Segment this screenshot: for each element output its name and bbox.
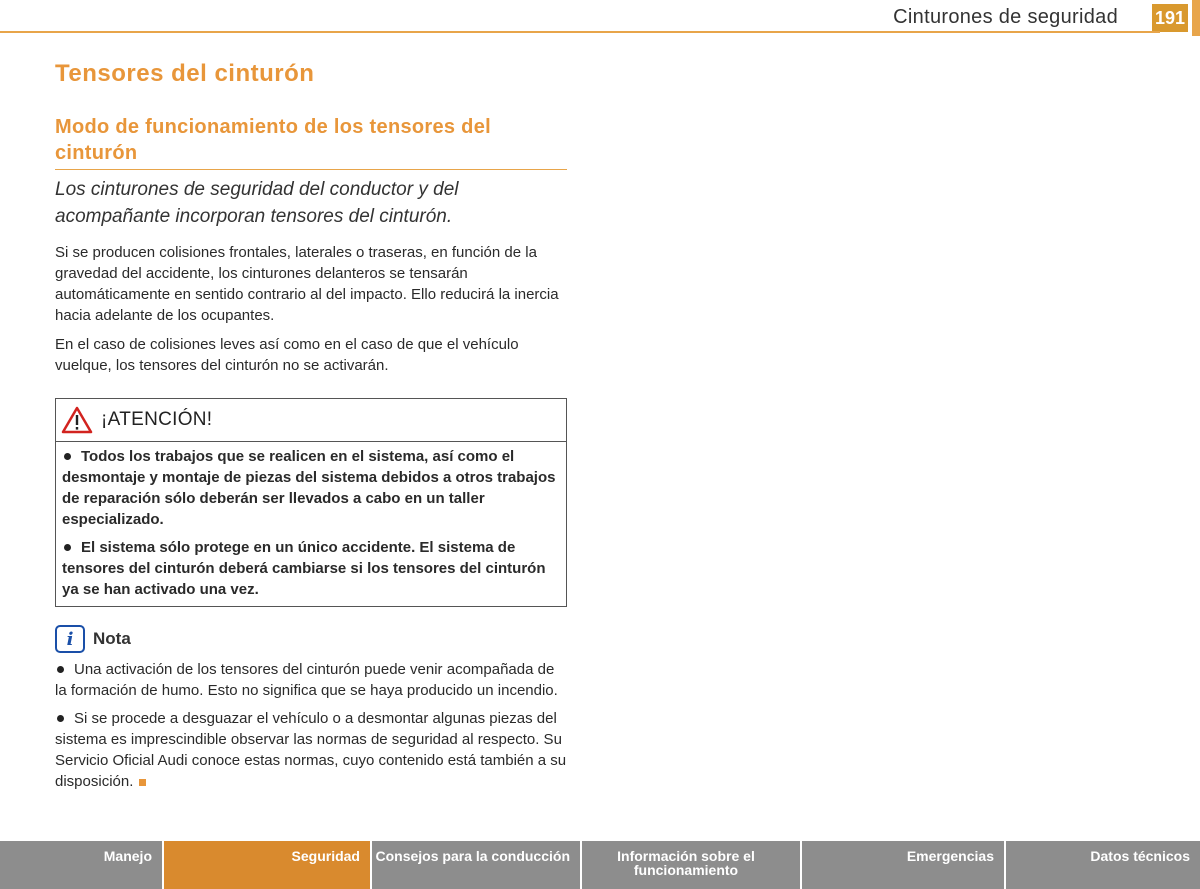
warning-item-text: Todos los trabajos que se realicen en el sistema, así como el desmontaje y montaje de piezas del sistema debidos a otros trabajos de reparación sólo deberán ser llevados a cabo en un taller especializado. bbox=[62, 448, 556, 528]
lead-text: Los cinturones de seguridad del conductor y del acompañante incorporan tensores del cinturón. bbox=[55, 179, 459, 227]
note-header bbox=[55, 625, 567, 653]
chapter-nav bbox=[0, 841, 1200, 889]
nav-tab-datos-tecnicos[interactable]: Datos técnicos bbox=[1006, 841, 1200, 889]
bullet-icon bbox=[57, 715, 64, 722]
header-rule bbox=[0, 31, 1160, 33]
bullet-icon bbox=[64, 453, 71, 460]
warning-item-text: El sistema sólo protege en un único accidente. El sistema de tensores del cinturón deberá cambiarse si los tensores del cinturón ya se han activado una vez. bbox=[62, 539, 546, 598]
page-edge-tab bbox=[1192, 0, 1200, 36]
note-item-text: Una activación de los tensores del cinturón puede venir acompañada de la formación de humo. Esto no significa que se haya producido un incendio. bbox=[55, 661, 558, 699]
paragraph: Si se producen colisiones frontales, laterales o traseras, en función de la gravedad del accidente, los cinturones delanteros se tensarán automáticamente en sentido contrario al del impacto. Ello reducirá la inercia hacia adelante de los ocupantes. bbox=[55, 244, 559, 324]
note-section bbox=[55, 625, 567, 792]
note-item bbox=[55, 659, 567, 701]
paragraph: En el caso de colisiones leves así como en el caso de que el vehículo vuelque, los tensores del cinturón no se activarán. bbox=[55, 336, 519, 374]
subtitle-rule bbox=[55, 169, 567, 170]
section-subtitle: Modo de funcionamiento de los tensores del cinturón bbox=[55, 116, 491, 164]
nav-tab-consejos[interactable]: Consejos para la conducción bbox=[372, 841, 582, 889]
nav-tab-seguridad[interactable]: Seguridad bbox=[164, 841, 372, 889]
nav-tab-manejo[interactable]: Manejo bbox=[0, 841, 164, 889]
end-of-section-icon bbox=[139, 779, 146, 786]
nav-tab-informacion[interactable]: Información sobre el funcionamiento bbox=[582, 841, 802, 889]
warning-body bbox=[56, 442, 566, 606]
warning-box bbox=[55, 398, 567, 607]
warning-header bbox=[56, 399, 566, 442]
note-item bbox=[55, 708, 567, 792]
main-content bbox=[55, 60, 567, 792]
warning-item bbox=[62, 537, 560, 600]
warning-title: ¡ATENCIÓN! bbox=[101, 409, 213, 430]
page-number: 191 bbox=[1152, 4, 1188, 32]
section-title: Cinturones de seguridad bbox=[893, 6, 1118, 28]
bullet-icon bbox=[57, 666, 64, 673]
nav-tab-emergencias[interactable]: Emergencias bbox=[802, 841, 1006, 889]
info-icon: i bbox=[55, 625, 85, 653]
warning-triangle-icon bbox=[61, 406, 93, 434]
note-title: Nota bbox=[93, 629, 131, 648]
bullet-icon bbox=[64, 544, 71, 551]
note-item-text: Si se procede a desguazar el vehículo o a desmontar algunas piezas del sistema es imprescindible observar las normas de seguridad al respecto. Su Servicio Oficial Audi conoce estas normas, cuyo contenido está también a su disposición. bbox=[55, 710, 567, 790]
page-title: Tensores del cinturón bbox=[55, 60, 315, 87]
warning-item bbox=[62, 446, 560, 530]
